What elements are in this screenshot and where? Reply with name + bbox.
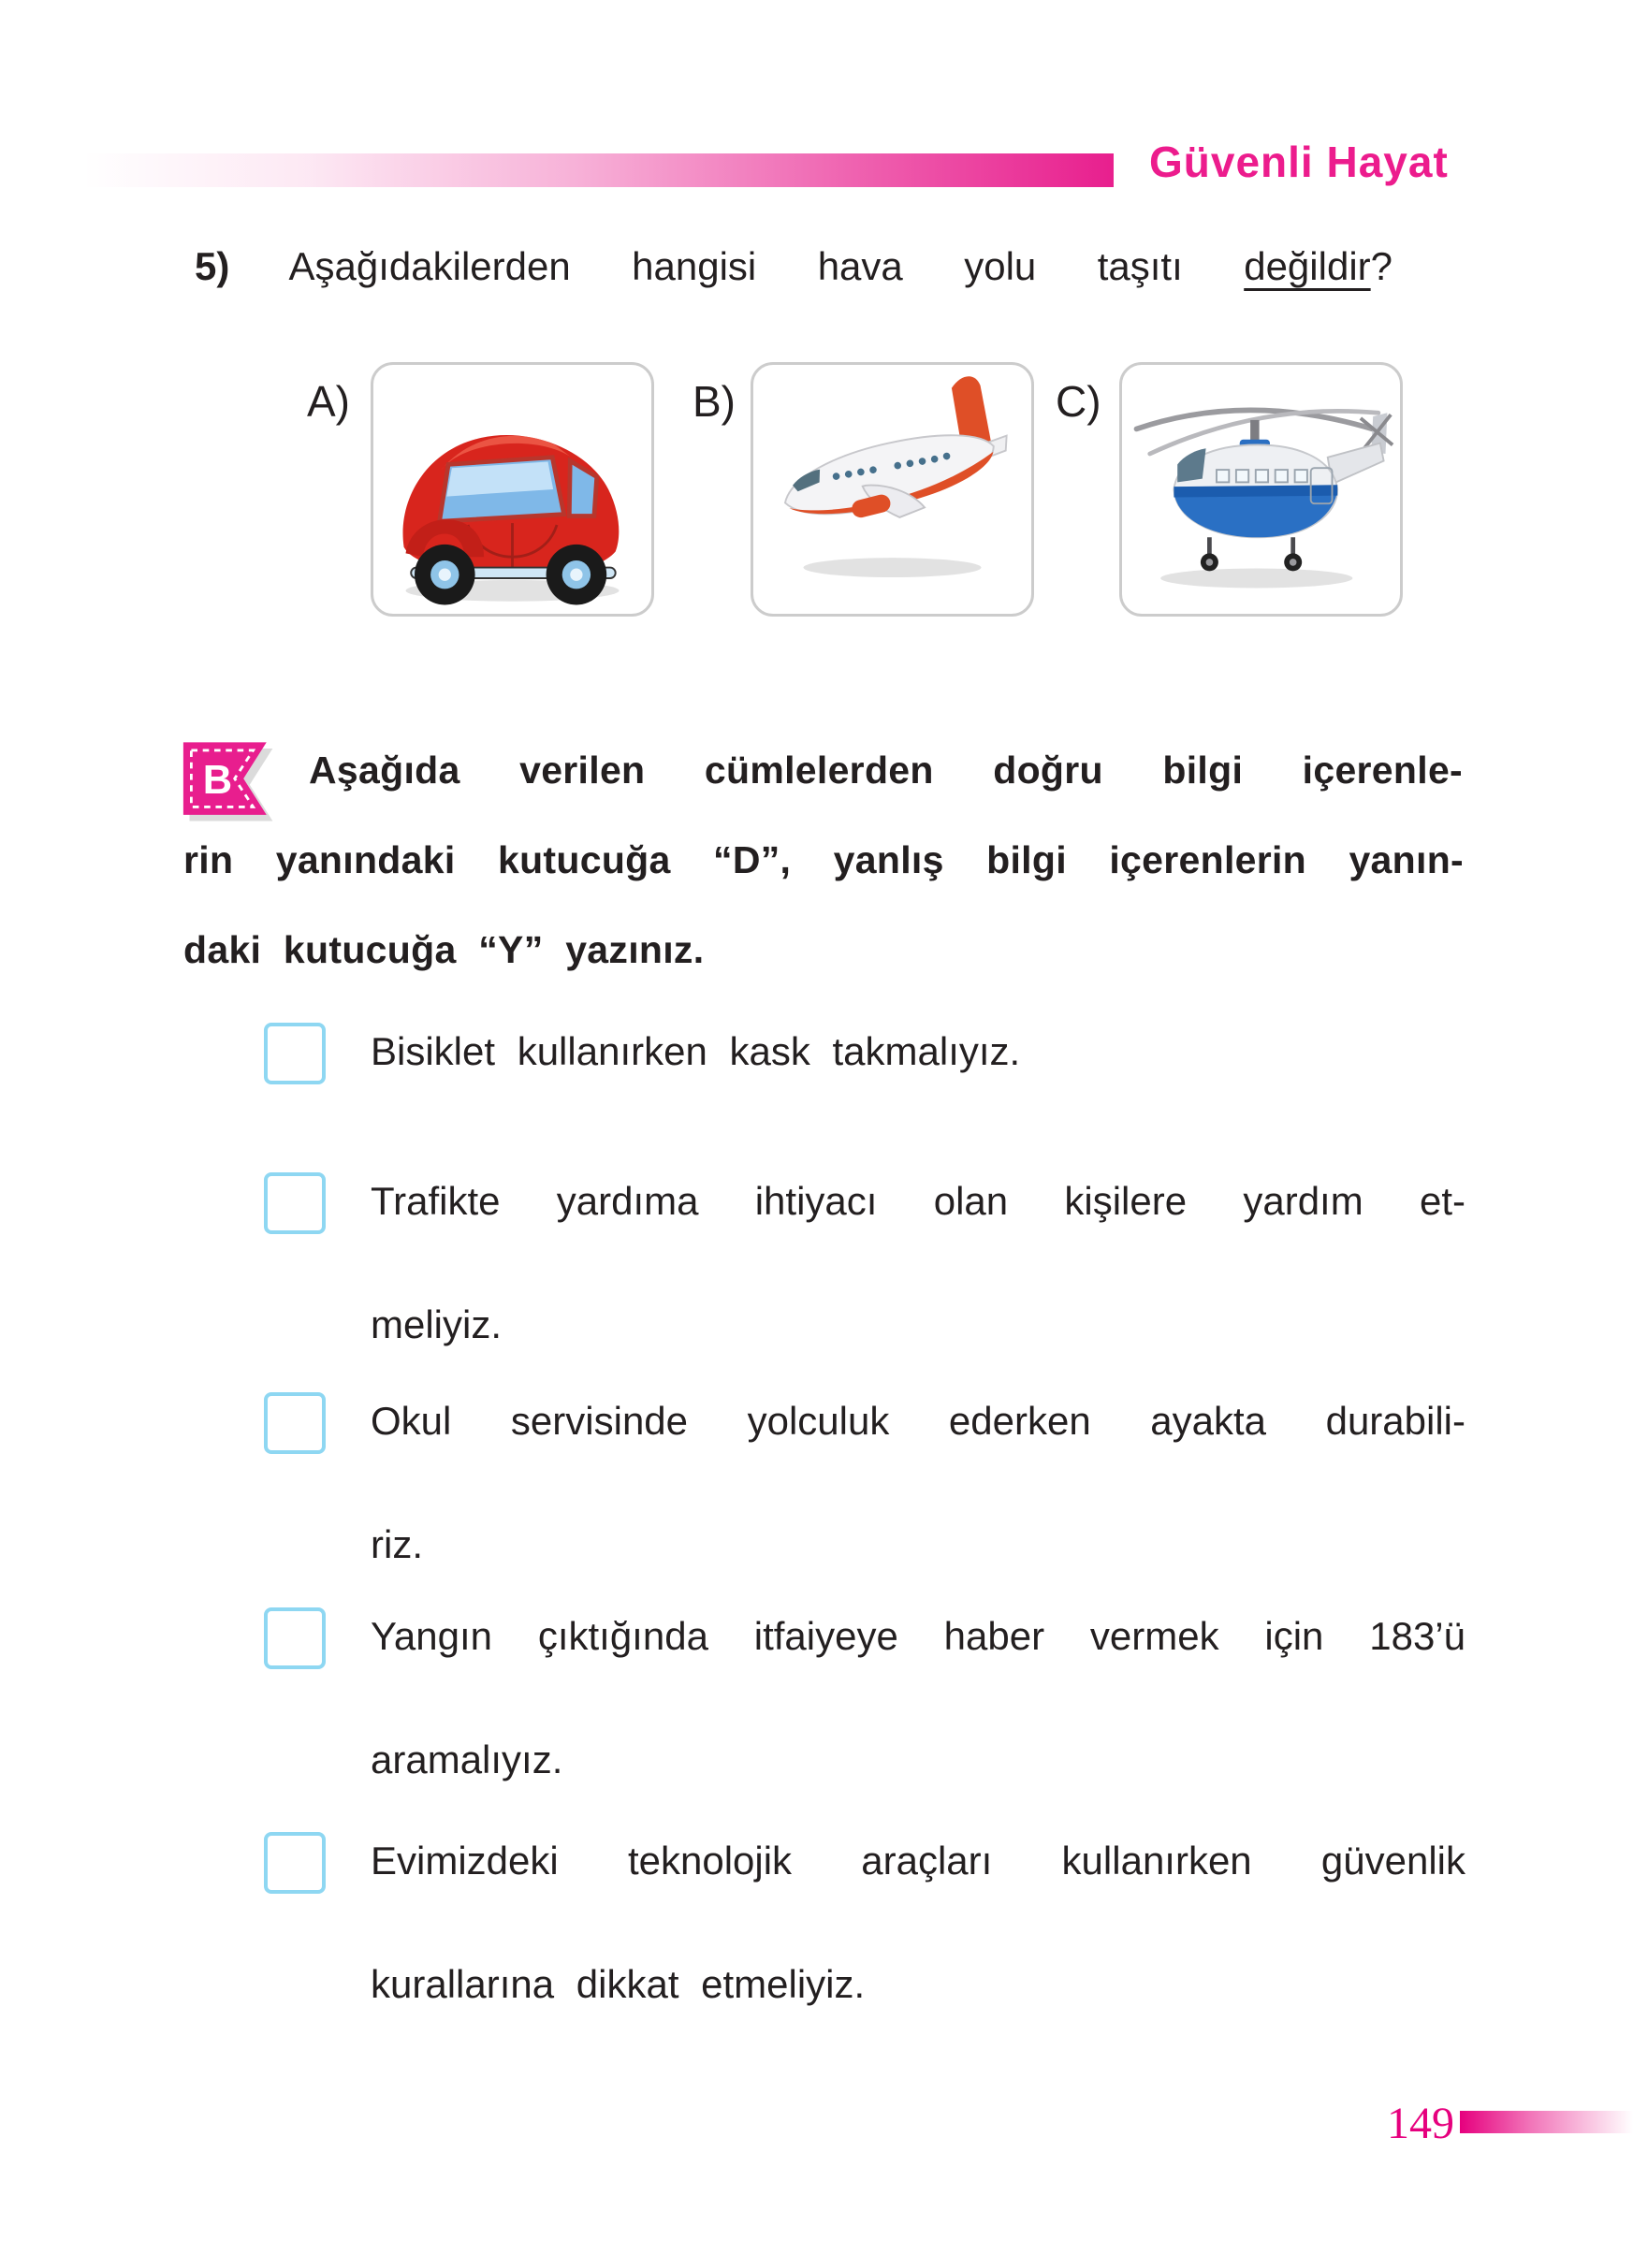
item-1-line-1: Bisiklet kullanırken kask takmalıyız.	[371, 1029, 1021, 1073]
page-number: 149	[1387, 2099, 1454, 2148]
item-2-line-2: meliyiz.	[371, 1302, 503, 1346]
option-c-label: C)	[1056, 377, 1101, 426]
question-number: 5)	[195, 244, 230, 288]
section-b-badge-letter: B	[202, 758, 233, 804]
answer-checkbox-1[interactable]	[264, 1023, 326, 1084]
page-header-title: Güvenli Hayat	[1149, 138, 1449, 186]
instruction-line-2: rin yanındaki kutucuğa “D”, yanlış bilgi içerenlerin yanın-	[183, 838, 1464, 881]
option-c-box[interactable]	[1119, 362, 1403, 617]
question-text: Aşağıdakilerden hangisi hava yolu taşıtı	[288, 244, 1183, 288]
instruction-line-3: daki kutucuğa “Y” yazınız.	[183, 928, 705, 971]
item-3-line-1: Okul servisinde yolculuk ederken ayakta durabili-	[371, 1399, 1465, 1443]
option-b-label: B)	[693, 377, 736, 426]
helicopter-image	[1122, 365, 1400, 614]
instruction-line-1: Aşağıda verilen cümlelerden doğru bilgi içerenle-	[309, 749, 1463, 792]
item-5-line-2: kurallarına dikkat etmeliyiz.	[371, 1962, 866, 2006]
car-image	[373, 365, 651, 614]
question-mark: ?	[1370, 244, 1392, 288]
option-a-label: A)	[307, 377, 350, 426]
header-gradient-bar	[82, 153, 1114, 187]
answer-checkbox-4[interactable]	[264, 1607, 326, 1669]
item-4-line-2: aramalıyız.	[371, 1737, 563, 1781]
footer-gradient-bar	[1460, 2111, 1633, 2133]
answer-checkbox-5[interactable]	[264, 1832, 326, 1894]
question-underlined-word: değildir	[1244, 244, 1371, 288]
answer-checkbox-2[interactable]	[264, 1172, 326, 1234]
item-3-line-2: riz.	[371, 1522, 423, 1566]
item-2-line-1: Trafikte yardıma ihtiyacı olan kişilere yardım et-	[371, 1179, 1465, 1223]
item-4-line-1: Yangın çıktığında itfaiyeye haber vermek için 183’ü	[371, 1614, 1465, 1658]
item-5-line-1: Evimizdeki teknolojik araçları kullanırken güvenlik	[371, 1839, 1465, 1883]
option-a-box[interactable]	[371, 362, 654, 617]
section-b-badge	[182, 739, 279, 823]
question-5	[195, 241, 1392, 293]
option-b-box[interactable]	[751, 362, 1034, 617]
answer-checkbox-3[interactable]	[264, 1392, 326, 1454]
airplane-image	[753, 365, 1031, 614]
